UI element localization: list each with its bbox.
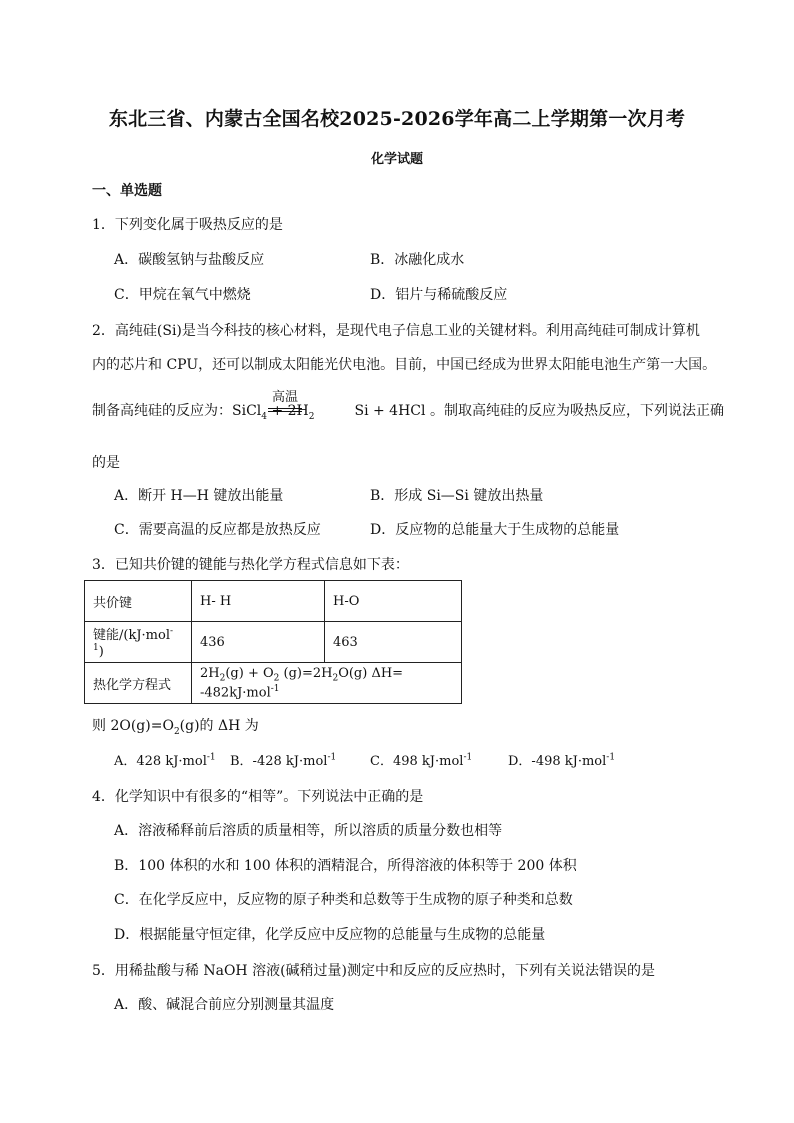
question-1-stem: 1．下列变化属于吸热反应的是 — [92, 217, 283, 233]
reaction-condition — [268, 386, 302, 416]
q4-option-a: A．溶液稀释前后溶质的质量相等，所以溶质的质量分数也相等 — [114, 823, 503, 839]
equals-bar — [268, 411, 302, 412]
table-cell: 463 — [325, 622, 462, 663]
reaction-reactants: 制备高纯硅的反应为：SiCl — [92, 403, 262, 419]
superscript: -1 — [93, 627, 174, 654]
question-2-line-4: 的是 — [92, 455, 120, 471]
subscript: 2 — [273, 673, 280, 684]
q2-option-a: A．断开 H—H 键放出能量 — [114, 488, 284, 504]
q2-option-c: C．需要高温的反应都是放热反应 — [114, 522, 321, 538]
q4-option-c: C．在化学反应中，反应物的原子种类和总数等于生成物的原子种类和总数 — [114, 892, 573, 908]
section-heading: 一、单选题 — [92, 183, 162, 199]
q3-option-c — [370, 750, 472, 769]
table-cell — [192, 663, 462, 704]
condition-label: 高温 — [271, 390, 298, 405]
option-text: B．-428 kJ·mol — [230, 754, 328, 769]
option-text: C．498 kJ·mol — [370, 754, 464, 769]
q4-option-b: B．100 体积的水和 100 体积的酒精混合，所得溶液的体积等于 200 体积 — [114, 858, 577, 874]
q2-option-b: B．形成 Si—Si 键放出热量 — [370, 488, 544, 504]
question-3-ask — [92, 715, 259, 737]
superscript: -1 — [270, 683, 280, 694]
question-2-line-2: 内的芯片和 CPU，还可以制成太阳能光伏电池。目前，中国已经成为世界太阳能电池生产第一大国。 — [92, 357, 717, 373]
page-subtitle: 化学试题 — [370, 152, 423, 167]
ask-text: 则 2O(g)=O — [92, 718, 174, 734]
table-cell: H-O — [325, 581, 462, 622]
superscript: -1 — [206, 752, 216, 763]
question-3-stem: 3．已知共价键的键能与热化学方程式信息如下表： — [92, 557, 409, 573]
unit-text: ) — [98, 644, 104, 660]
option-text: D．-498 kJ·mol — [508, 754, 607, 769]
superscript: -1 — [327, 752, 337, 763]
subscript: 2 — [332, 673, 339, 684]
q1-option-c: C．甲烷在氧气中燃烧 — [114, 287, 251, 303]
reaction-products: Si + 4HCl 。制取高纯硅的反应为吸热反应，下列说法正确 — [354, 403, 724, 419]
table-row — [85, 581, 462, 622]
unit-text: 键能/(kJ·mol — [93, 628, 170, 644]
table-cell — [85, 622, 192, 663]
table-cell: 436 — [192, 622, 325, 663]
reaction-plus: + 2H — [267, 403, 309, 419]
q1-option-b: B．冰融化成水 — [370, 252, 465, 268]
table-row — [85, 622, 462, 663]
q3-option-b — [230, 750, 336, 769]
q5-option-a: A．酸、碱混合前应分别测量其温度 — [114, 997, 335, 1013]
equation-text: O(g) ΔH= -482kJ·mol — [200, 666, 404, 700]
question-4-stem: 4．化学知识中有很多的“相等”。下列说法中正确的是 — [92, 789, 424, 805]
ask-text: (g)的 ΔH 为 — [179, 718, 259, 734]
q2-option-d: D．反应物的总能量大于生成物的总能量 — [370, 522, 620, 538]
q1-option-a: A．碳酸氢钠与盐酸反应 — [114, 252, 265, 268]
table-row — [85, 663, 462, 704]
subscript: 2 — [173, 726, 180, 737]
superscript: -1 — [463, 752, 473, 763]
q3-option-d — [508, 750, 615, 769]
equation-text: (g) + O — [225, 666, 274, 682]
subscript: 2 — [219, 673, 226, 684]
subscript: 4 — [261, 411, 267, 422]
option-text: A．428 kJ·mol — [114, 754, 207, 769]
equals-bar — [268, 408, 302, 409]
equation-text: 2H — [200, 666, 220, 682]
subscript: 2 — [308, 411, 315, 422]
q1-option-d: D．铝片与稀硫酸反应 — [370, 287, 508, 303]
superscript: -1 — [606, 752, 616, 763]
table-cell: 热化学方程式 — [85, 663, 192, 704]
q4-option-d: D．根据能量守恒定律，化学反应中反应物的总能量与生成物的总能量 — [114, 927, 546, 943]
question-2-line-3 — [92, 400, 724, 422]
question-2-line-1: 2．高纯硅(Si)是当今科技的核心材料，是现代电子信息工业的关键材料。利用高纯硅可制成计算机 — [92, 323, 700, 339]
equation-text: (g)=2H — [279, 666, 333, 682]
table-cell: H- H — [192, 581, 325, 622]
table-cell: 共价键 — [85, 581, 192, 622]
question-5-stem: 5．用稀盐酸与稀 NaOH 溶液(碱稍过量)测定中和反应的反应热时，下列有关说法错误的是 — [92, 963, 656, 979]
bond-energy-table — [84, 580, 462, 704]
page-title: 东北三省、内蒙古全国名校2025-2026学年高二上学期第一次月考 — [108, 108, 686, 130]
q3-option-a — [114, 750, 216, 769]
